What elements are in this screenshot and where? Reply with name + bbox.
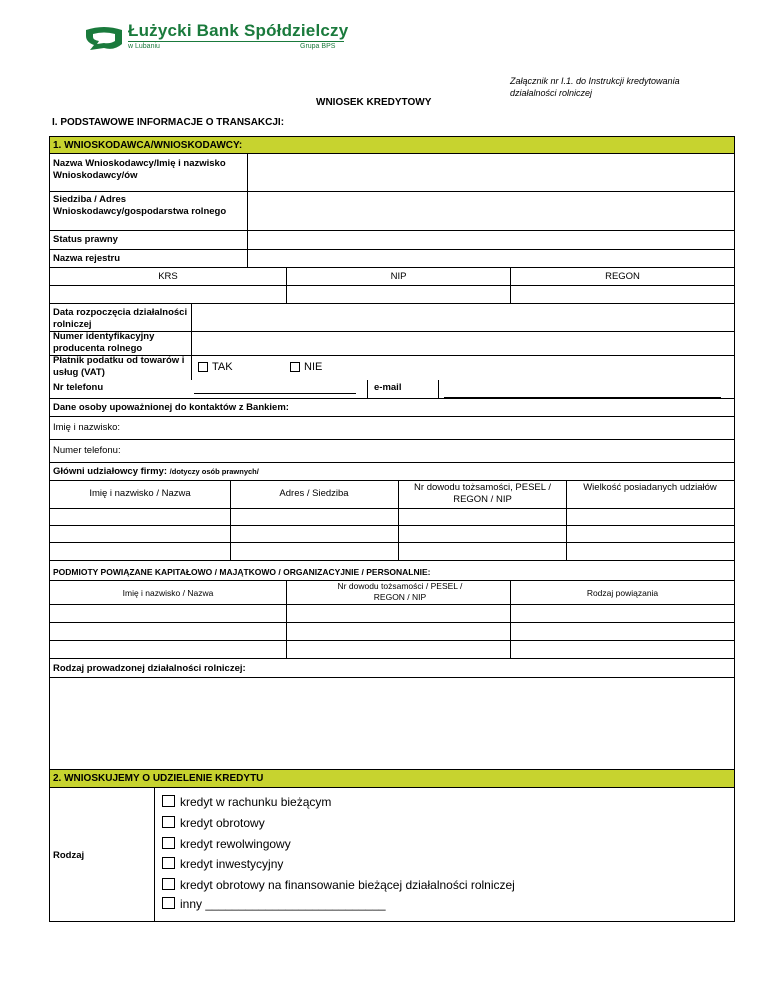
shareholders-row[interactable] <box>50 526 734 542</box>
related-row[interactable] <box>50 641 734 658</box>
activity-field[interactable] <box>50 678 734 769</box>
phone-label: Nr telefonu <box>53 382 104 393</box>
shareholders-row[interactable] <box>50 509 734 525</box>
credit-header: 2. WNIOSKUJEMY O UDZIELENIE KREDYTU <box>49 769 735 788</box>
vat-yes-label: TAK <box>212 361 233 373</box>
applicant-address-label: Siedziba / Adres Wnioskodawcy/gospodarstwa rolnego <box>53 194 227 217</box>
credit-option-label: inny ___________________________ <box>180 897 386 911</box>
farmer-id-field[interactable] <box>192 332 734 355</box>
regon-label: REGON <box>605 271 640 282</box>
section-title: I. PODSTAWOWE INFORMACJE O TRANSAKCJI: <box>52 117 285 128</box>
related-col-type: Rodzaj powiązania <box>586 588 659 598</box>
related-header: PODMIOTY POWIĄZANE KAPITAŁOWO / MAJĄTKOWO / ORGANIZACYJNIE / PERSONALNIE: <box>53 567 431 577</box>
annex-note <box>510 75 680 99</box>
shareholders-col-address: Adres / Siedziba <box>279 488 349 499</box>
email-label: e-mail <box>374 382 402 393</box>
nip-label: NIP <box>390 271 407 282</box>
credit-type-label: Rodzaj <box>53 850 85 861</box>
annex-line-2: działalności rolniczej <box>510 88 593 98</box>
start-date-label: Data rozpoczęcia działalności rolniczej <box>53 307 188 330</box>
farmer-id-label: Numer identyfikacyjny producenta rolnego <box>53 331 155 354</box>
credit-option-checkbox[interactable] <box>162 795 175 807</box>
contact-phone-label: Numer telefonu: <box>53 445 121 456</box>
shareholders-col-name: Imię i nazwisko / Nazwa <box>89 488 191 499</box>
credit-option-checkbox[interactable] <box>162 878 175 890</box>
contact-phone-field[interactable] <box>140 440 734 462</box>
shareholders-col-shares: Wielkość posiadanych udziałów <box>583 482 717 493</box>
vat-no-label: NIE <box>304 361 323 373</box>
regon-field[interactable] <box>511 286 734 303</box>
shareholders-note: /dotyczy osób prawnych/ <box>169 467 259 476</box>
credit-option-checkbox[interactable] <box>162 816 175 828</box>
shareholders-title: Główni udziałowcy firmy: <box>53 466 168 477</box>
credit-option-label: kredyt obrotowy <box>180 816 265 830</box>
applicant-name-field[interactable] <box>248 154 734 191</box>
krs-label: KRS <box>158 271 178 282</box>
credit-option-label: kredyt rewolwingowy <box>180 837 291 851</box>
bank-name: Łużycki Bank Spółdzielczy <box>128 21 349 40</box>
logo-divider <box>128 41 344 42</box>
vat-label: Płatnik podatku od towarów i usług (VAT) <box>53 355 185 378</box>
related-row[interactable] <box>50 623 734 640</box>
bank-group: Grupa BPS <box>300 43 336 50</box>
related-row[interactable] <box>50 605 734 622</box>
legal-status-field[interactable] <box>248 231 734 249</box>
credit-option-label: kredyt w rachunku bieżącym <box>180 795 332 809</box>
krs-field[interactable] <box>50 286 286 303</box>
credit-option-label: kredyt obrotowy na finansowanie bieżącej działalności rolniczej <box>180 878 515 892</box>
contact-name-label: Imię i nazwisko: <box>53 422 121 433</box>
activity-header: Rodzaj prowadzonej działalności rolniczej: <box>53 663 246 674</box>
start-date-field[interactable] <box>192 304 734 330</box>
related-col-name: Imię i nazwisko / Nazwa <box>122 588 214 598</box>
phone-field[interactable] <box>194 393 356 394</box>
nip-field[interactable] <box>287 286 510 303</box>
shareholders-row[interactable] <box>50 543 734 560</box>
applicant-address-field[interactable] <box>248 192 734 230</box>
annex-line-1: Załącznik nr I.1. do Instrukcji kredytowania <box>510 76 680 86</box>
credit-option-checkbox[interactable] <box>162 857 175 869</box>
credit-option-checkbox[interactable] <box>162 837 175 849</box>
document-title: WNIOSEK KREDYTOWY <box>316 97 432 108</box>
vat-yes-checkbox[interactable] <box>198 362 208 372</box>
registry-field[interactable] <box>248 250 734 268</box>
registry-label: Nazwa rejestru <box>53 253 121 264</box>
bank-location: w Lubaniu <box>128 43 160 50</box>
bank-logo-icon <box>84 26 124 52</box>
applicant-header: 1. WNIOSKODAWCA/WNIOSKODAWCY: <box>49 136 735 154</box>
related-col-id: Nr dowodu tożsamości / PESEL / REGON / NIP <box>337 581 463 602</box>
credit-option-checkbox[interactable] <box>162 897 175 909</box>
shareholders-header <box>53 466 259 478</box>
legal-status-label: Status prawny <box>53 234 118 245</box>
shareholders-col-id: Nr dowodu tożsamości, PESEL / REGON / NIP <box>414 482 551 505</box>
contact-header: Dane osoby upoważnionej do kontaktów z Bankiem: <box>53 402 289 413</box>
credit-option-label: kredyt inwestycyjny <box>180 857 284 871</box>
credit-frame <box>49 787 735 922</box>
vat-no-checkbox[interactable] <box>290 362 300 372</box>
applicant-name-label: Nazwa Wnioskodawcy/Imię i nazwisko Wnioskodawcy/ów <box>53 158 226 181</box>
contact-name-field[interactable] <box>140 417 734 439</box>
